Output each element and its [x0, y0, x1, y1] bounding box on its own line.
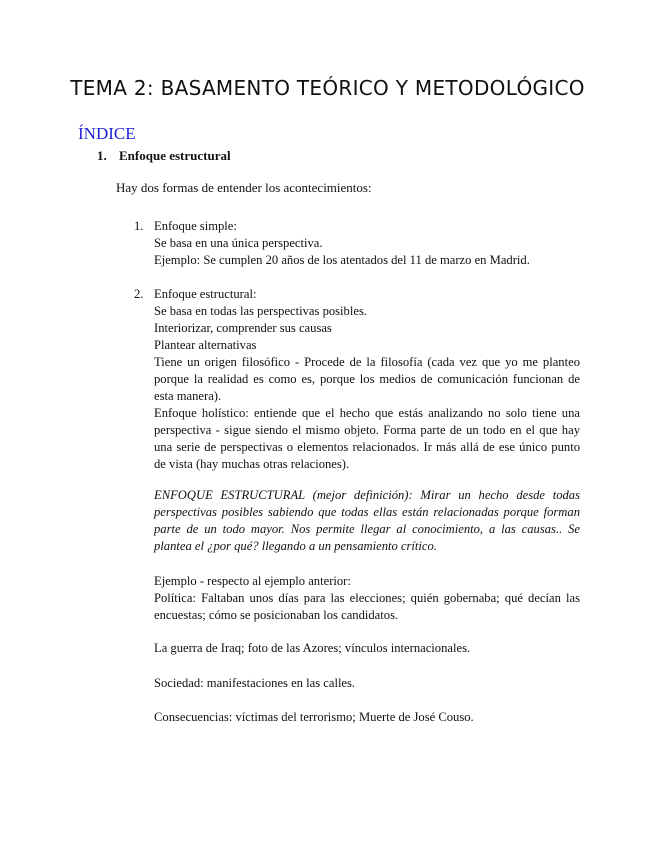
item-heading: Enfoque simple:: [154, 219, 237, 233]
section-heading: [97, 148, 231, 164]
example-block: [154, 573, 580, 624]
item-number: 2.: [134, 287, 144, 301]
example-society: Sociedad: manifestaciones en las calles.: [154, 676, 356, 690]
paragraph-origin: Tiene un origen filosófico - Procede de la filosofía (cada vez que yo me planteo porque la realidad es como es, porque los medios de comunicación funcionan de esta manera).: [154, 355, 580, 403]
example-heading: Ejemplo - respecto al ejemplo anterior:: [154, 574, 351, 588]
index-heading: ÍNDICE: [78, 124, 136, 143]
section-label: Enfoque estructural: [119, 148, 231, 163]
page-title: TEMA 2: BASAMENTO TEÓRICO Y METODOLÓGICO: [70, 76, 585, 100]
intro-text: Hay dos formas de entender los acontecimientos:: [116, 180, 372, 195]
example-war: La guerra de Iraq; foto de las Azores; vínculos internacionales.: [154, 641, 471, 655]
definition-paragraph: ENFOQUE ESTRUCTURAL (mejor definición): Mirar un hecho desde todas perspectivas posibles sabiendo que todas ellas están relacionadas porque forman parte de un todo mayor. Nos permite llegar al conocimiento, a las causas.. Se plantea el ¿por qué? llegando a un pensamiento crítico.: [154, 488, 580, 553]
item-line: Ejemplo: Se cumplen 20 años de los atentados del 11 de marzo en Madrid.: [154, 253, 530, 267]
item-line: Se basa en una única perspectiva.: [154, 236, 323, 250]
paragraph-holistic: Enfoque holístico: entiende que el hecho que estás analizando no solo tiene una perspectiva - sigue siendo el mismo objeto. Forma parte de un todo en el que hay una serie de perspectivas o elementos relacionados. Ir más allá de ese único punto de vista (hay muchas otras relaciones).: [154, 406, 580, 471]
item-simple: [154, 218, 580, 269]
example-politics: Política: Faltaban unos días para las elecciones; quién gobernaba; qué decían las encuestas; cómo se posicionaban los candidatos.: [154, 591, 580, 622]
item-number: 1.: [134, 219, 144, 233]
item-line: Plantear alternativas: [154, 338, 257, 352]
item-line: Interiorizar, comprender sus causas: [154, 321, 332, 335]
example-consequences: Consecuencias: víctimas del terrorismo; Muerte de José Couso.: [154, 710, 474, 724]
item-line: Se basa en todas las perspectivas posibles.: [154, 304, 367, 318]
item-structural: [154, 286, 580, 473]
item-heading: Enfoque estructural:: [154, 287, 257, 301]
section-number: 1.: [97, 148, 107, 163]
